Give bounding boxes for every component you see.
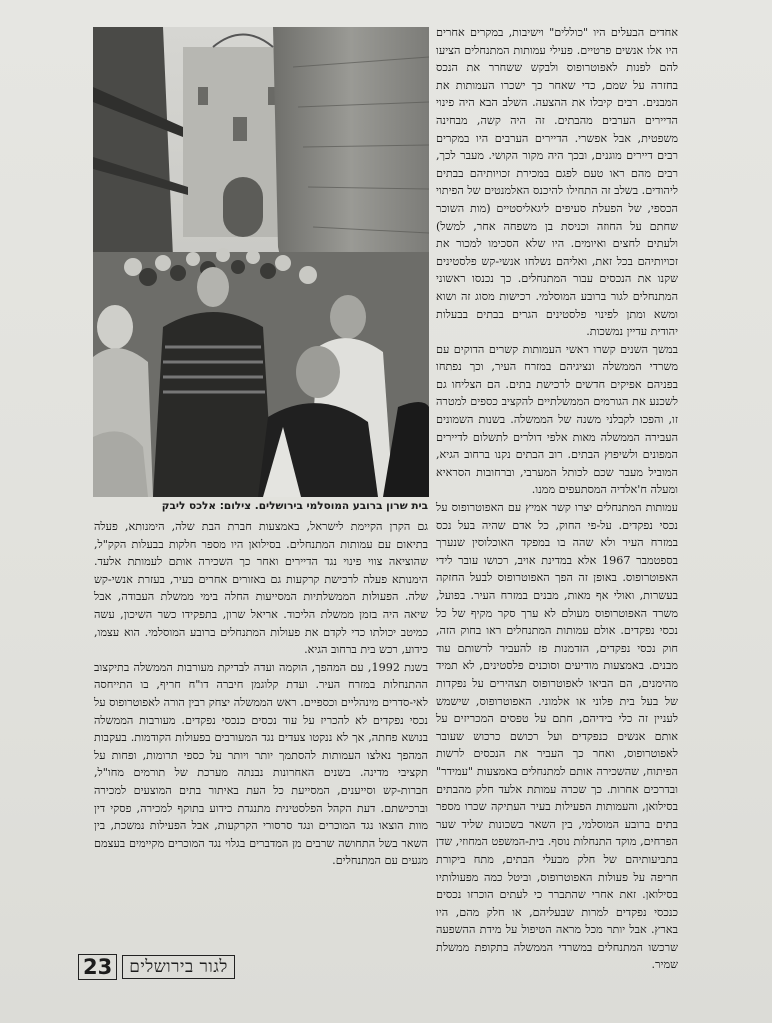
running-head: לגור בירושלים bbox=[122, 955, 235, 979]
paragraph: גם הקרן הקיימת לישראל, באמצעות חברת הבת שלה, הימנותא, פעלה בתיאום עם עמותות המתנחלים. בסילואן היו מספר חלקות בבעלות הקק"ל, שהוציאה צווי פינוי נגד הדיירים ואחר כך השכירה אותם לעמותת אלעד. הימנותא פעלה לרכישת קרקעות גם באזורים אחרים בעיר, בעזרת אנשי-קש שלה. הפעולות הממשלתיות המסייעות החלה בימי ממשלת העבודה, אבל שיאה היה בזמן ממשלת הליכוד. אריאל שרון, בתפקידו כשר השיכון, עשה כמיטב יכולתו כדי לקדם את פעולות המתנחלים ברובע המוסלמי. הוא עצמו, כידוע, רכש בית ברחוב הגיא. bbox=[94, 520, 428, 657]
page-number: 23 bbox=[78, 954, 117, 980]
paragraph: בשנת 1992, עם המהפך, הוקמה ועדה לבדיקת מעורבות הממשלה בתיקצוב ההתנחלות במזרח העיר. ועדת קלוגמן חיברה דו"ח חריף, בו התייחסה לאי-סדרים מינהליים וכספיים. ראש הממשלה יצחק רבין הורה לאפוטרופוס על נכסי נפקדים לא להכריז על עוד נכסים כנכסי נפקדים. מעורבות הממשלה בנושא פחתה, אך לא ננקטו צעדים נגד המעורבים בפעולות הקודמות. בעקבות המהפך נאלצו העמותות להסתמך יותר ויותר על כספי תרומות, ופחות על תקציבי מדינה. בשנים האחרונות נבנתה מערכת של תורמים מחו"ל, חברות-קש וסייענים, המסייעת כל העת באיתור בתים המוצעים למכירה וברכישתם. דעת הקהל הפלסטינית מתנגדת כידוע בתוקף למכירה, פסקי דין מוות הוצאו נגד המוכרים ונגד סרסורי הקרקעות, אבל הפעילות נמשכת, בין השאר בשל התחושה שרבים מן המדברים בגלוי נגד המוכרים מקיימים בעצמם מגעים עם המתנחלים. bbox=[94, 660, 428, 868]
street-photo bbox=[93, 27, 429, 497]
article-column-right bbox=[435, 24, 678, 972]
photo-caption: בית שרון ברובע המוסלמי בירושלים. צילום: אלכס ליבק bbox=[161, 500, 428, 512]
paragraph: אחדים הבעלים היו "כוללים" וישיבות, במקרים אחרים היו אלו אנשים פרטיים. פעילי עמותות המתנחלים הציעו להם לפנות לאפוטרופוס ולבקש ששחרר את הנכס בחזרה על שמם, כדי שאחר כך ישכרו העמותות את המבנים. רבים קיבלו את ההצעה. השלב הבא היה פינוי הדיירים הערבים מהבתים. זה היה קשה, מבחינה משפטית, אבל אפשרי. הדיירים הערבים היו במקרים רבים דיירים מוגנים, ובכך היה מקור הקושי. מעבר לכך, רבים מהם ראו טעם לפגם במכירת זכויותיהם בבתים ליהודים. בשלב זה התחילו להיכנס האלמנטים של הפיתוי הכספי, של הפעלת סעיפים ליגאליסטיים (מות השוכר שחתם על החוזה וכניסת בן משפחה אחר, למשל) ולעתים לחצים ואיומים. היו שלא הסכימו למכור את זכויותיהם בכל זאת, ואליהם נשלחו אנשי-קש פלסטינים שקנו את הנכסים עבור המתנחלים. כך נכנסו ראשוני המתנחלים לגור ברובע המוסלמי. רכישות מסוג זה ושוא ומשא ומתן לפינוי פלסטינים הגרים בבתים בבעלות יהודית עדיין נמשכות. bbox=[435, 26, 678, 339]
street-photo-drawing bbox=[93, 27, 429, 497]
paragraph: עמותות המתנחלים יצרו קשר אמיץ עם האפוטרופוס על נכסי נפקדים. על-פי החוק, כל אדם שהיה בעל נכס במזרח העיר ולא שהה בו במפקד האוכלוסין שנערך בספטמבר 1967 אלא במדינת אויב, רכושו עובר לידי האפוטרופוס. באופן זה הפך האפוטרופוס לבעל החזקה בעשרות, ואולי אף מאות, מבנים במזרח העיר. בפועל, משרד האפוטרופוס מעולם לא ערך סקר מקיף של כל נכסי נפקדים. אולם עמותות המתנחלים ראו בחוק הזה, חוק נכסי נפקדים, הזדמנות פז להעביר לרשותם עוד מבנים. באמצעות מודיעים וסוכנים פלסטינים, לא תמיד מהימנים, הם הביאו לאפוטרופוס תצהירים על נפקדות של בעל בית פלוני או אלמוני. האפוטרופוס, שישמש לעניין זה כלי בידיהם, חתם על טפסים המכריזים על אותם אנשים כנפקדים ועל רכושם כרכוש שעובר לאפוטרופוס, ואחר כך העביר את הנכסים לרשות הפיתוח, שהשכירה אותם למתנחלים באמצעות "עמידר" ובדרכים אחרות. כך שכרה עמותת אלעד חלק מהבתים בסילואן, והעמותות הפעילות בעיר העתיקה שכרו מספר בתים ברובע המוסלמי, בין השאר בשכונות שליד שער הפרחים, מוקד התנחלות נוסף. בית-המשפט המחוזי, שדן בתביעותיהם של חלק מבעלי הבתים, מתח ביקורת חריפה על פעולות האפוטרופוס, וביטל כמה מפעולותיו בסילואן. זאת אחרי שהתברר כי לעתים הוכרזו נכסים כנכסי נפקדים למרות שבעליהם, או חלק מהם, היו בארץ. אבל יותר מכל מראה הטיפול על מידת ההשפעה שרכשו המתנחלים במשרדי הממשלה בתקופת ממשלת שמיר. bbox=[436, 501, 678, 972]
paragraph: במשך השנים קשרו ראשי העמותות קשרים הדוקים עם משרדי הממשלה ונציגיהם במזרח העיר, וכך נפתחו בפניהם אפיקים חדשים לרכישת בתים. הם הצליחו גם לשכנע את הגורמים הממשלתיים להקציב כספים למטרה זו, והפכו לקבלני משנה של הממשלה. בשנות השמונים העבירה הממשלה מאות אלפי דולרים לתשלום לדיירים המפונים ולשיפוץ הבתים. רוב הבתים נקנו ברחוב הגיא, המוביל מעבר שכם לכותל המערבי, וברחובות הסראיא ומעלה ח'אלדיה המסתעפים ממנו. bbox=[436, 342, 678, 497]
page-footer bbox=[78, 954, 235, 980]
article-column-left bbox=[94, 518, 428, 908]
